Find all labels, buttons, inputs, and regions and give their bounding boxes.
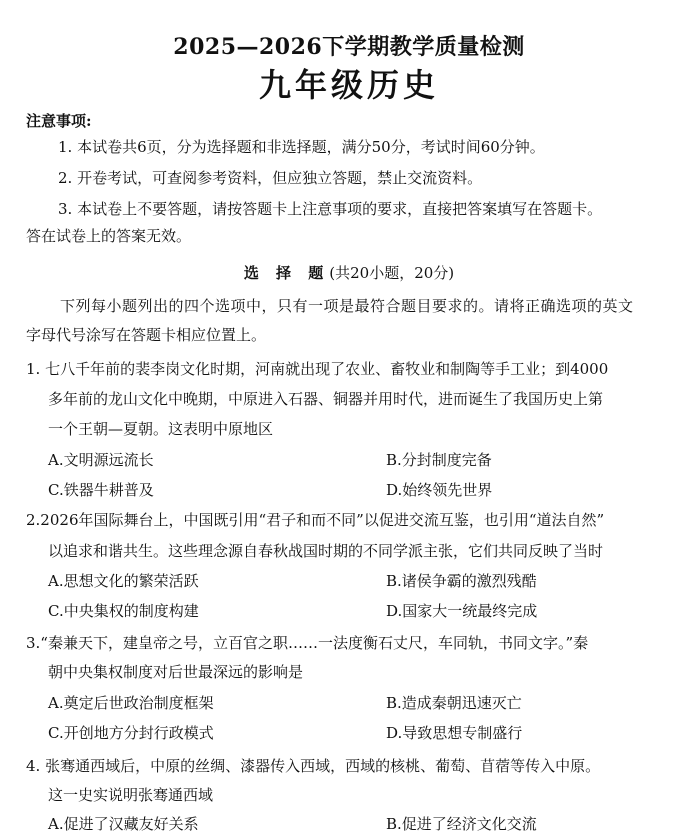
question-2-line-1: 2.2026年国际舞台上，中国既引用“君子和而不同”以促进交流互鉴，也引用“道法自然” <box>26 511 605 529</box>
question-4-option-a[interactable]: A.促进了汉藏友好关系 <box>48 815 199 833</box>
question-3-line-1: 3.“秦兼天下，建皇帝之号，立百官之职……一法度衡石丈尺，车同轨，书同文字。”秦 <box>26 634 589 652</box>
question-3-option-c[interactable]: C.开创地方分封行政模式 <box>48 724 214 742</box>
notice-item-3: 3. 本试卷上不要答题，请按答题卡上注意事项的要求，直接把答案填写在答题卡。 <box>58 200 603 218</box>
question-1-option-d[interactable]: D.始终领先世界 <box>386 481 493 499</box>
section-info: (共20小题，20分) <box>329 264 455 282</box>
exam-title: 2025—2026下学期教学质量检测 <box>173 34 525 60</box>
question-2-option-c[interactable]: C.中央集权的制度构建 <box>48 602 199 620</box>
question-3-option-b[interactable]: B.造成秦朝迅速灭亡 <box>386 694 522 712</box>
notice-item-3-cont: 答在试卷上的答案无效。 <box>26 227 192 245</box>
notice-item-2: 2. 开卷考试，可查阅参考资料，但应独立答题，禁止交流资料。 <box>58 169 483 187</box>
question-3-option-d[interactable]: D.导致思想专制盛行 <box>386 724 523 742</box>
question-1-option-c[interactable]: C.铁器牛耕普及 <box>48 481 154 499</box>
question-3-option-a[interactable]: A.奠定后世政治制度框架 <box>48 694 214 712</box>
question-4-option-b[interactable]: B.促进了经济文化交流 <box>386 815 537 833</box>
question-1-line-3: 一个王朝—夏朝。这表明中原地区 <box>48 420 274 438</box>
question-1-option-a[interactable]: A.文明源远流长 <box>48 451 154 469</box>
question-3-line-2: 朝中央集权制度对后世最深远的影响是 <box>48 663 304 681</box>
question-2-line-2: 以追求和谐共生。这些理念源自春秋战国时期的不同学派主张，它们共同反映了当时 <box>48 542 604 560</box>
section-name: 选 择 题 <box>243 264 330 282</box>
question-2-option-d[interactable]: D.国家大一统最终完成 <box>386 602 538 620</box>
question-1-line-2: 多年前的龙山文化中晚期，中原进入石器、铜器并用时代，进而诞生了我国历史上第 <box>48 390 604 408</box>
section-heading <box>0 262 698 283</box>
section-instruction-2: 字母代号涂写在答题卡相应位置上。 <box>26 326 267 344</box>
question-2-option-b[interactable]: B.诸侯争霸的激烈残酷 <box>386 572 537 590</box>
question-4-line-2: 这一史实说明张骞通西域 <box>48 786 214 804</box>
exam-subject: 九年级历史 <box>258 66 439 104</box>
section-instruction-1: 下列每小题列出的四个选项中，只有一项是最符合题目要求的。请将正确选项的英文 <box>60 297 634 315</box>
question-1-line-1: 1. 七八千年前的裴李岗文化时期，河南就出现了农业、畜牧业和制陶等手工业；到4000 <box>26 360 609 378</box>
question-1-option-b[interactable]: B.分封制度完备 <box>386 451 492 469</box>
question-4-line-1: 4. 张骞通西域后，中原的丝绸、漆器传入西域，西域的核桃、葡萄、苜蓿等传入中原。 <box>26 757 601 775</box>
notice-heading: 注意事项: <box>26 112 92 130</box>
question-2-option-a[interactable]: A.思想文化的繁荣活跃 <box>48 572 199 590</box>
notice-item-1: 1. 本试卷共6页，分为选择题和非选择题，满分50分，考试时间60分钟。 <box>58 138 545 156</box>
